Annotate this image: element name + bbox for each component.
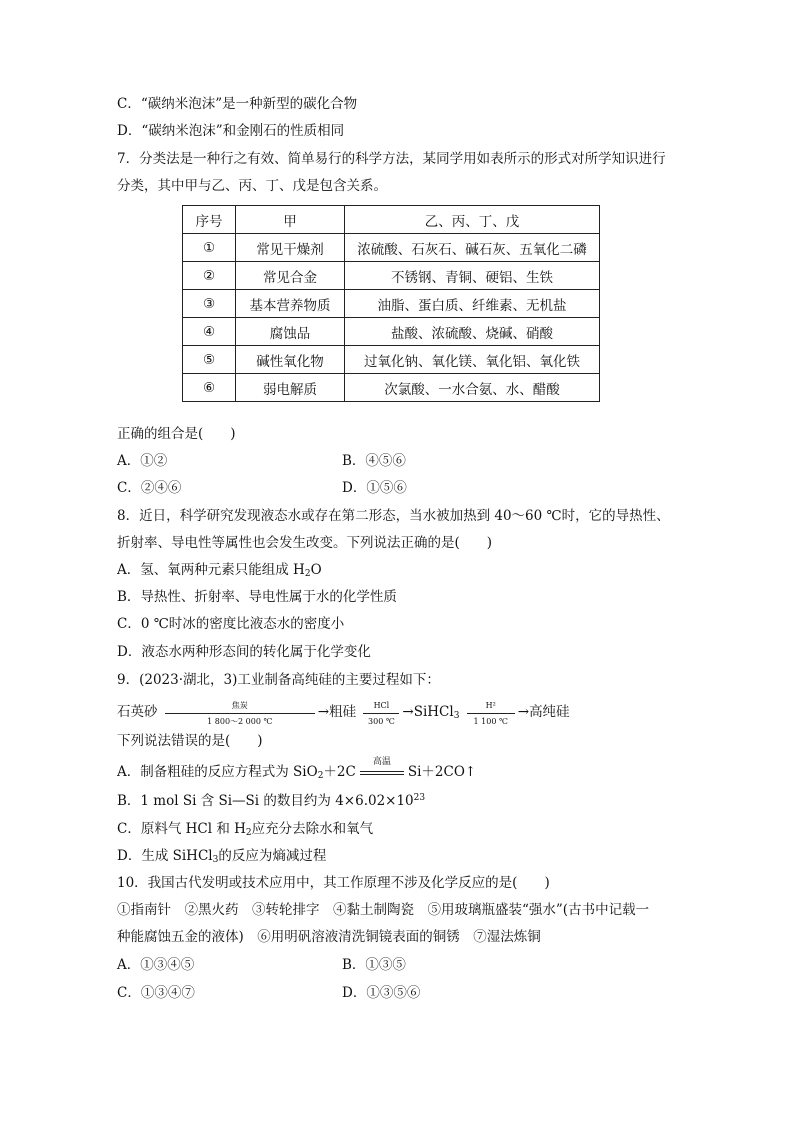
- table-cell: ④: [183, 318, 236, 346]
- q10-option-b: B．①③⑤: [342, 957, 406, 973]
- table-cell: ⑥: [183, 374, 236, 402]
- table-row: [183, 346, 600, 374]
- table-row: [183, 374, 600, 402]
- q7-stem-line1: 7．分类法是一种行之有效、简单易行的科学方法，某同学用如表所示的形式对所学知识进行: [117, 151, 666, 167]
- q10-items-line2: 种能腐蚀五金的液体) ⑥用明矾溶液清洗铜镜表面的铜锈 ⑦湿法炼铜: [117, 929, 541, 945]
- table-cell: 常见合金: [236, 262, 345, 290]
- table-cell: 次氯酸、一水合氨、水、醋酸: [345, 374, 600, 402]
- table-row: [183, 318, 600, 346]
- table-cell: 过氧化钠、氧化镁、氧化铝、氧化铁: [345, 346, 600, 374]
- q9-question: 下列说法错误的是( ): [117, 733, 263, 749]
- process-mid2: SiHCl: [413, 704, 454, 720]
- q8-option-c: C．0 ℃时冰的密度比液态水的密度小: [117, 616, 345, 632]
- process-arrow-3: [467, 700, 515, 726]
- q8-stem-line2: 折射率、导电性等属性也会发生改变。下列说法正确的是( ): [117, 535, 493, 551]
- prev-option-c: C．“碳纳米泡沫”是一种新型的碳化合物: [117, 96, 358, 112]
- table-cell: 腐蚀品: [236, 318, 345, 346]
- prev-option-d: D．“碳纳米泡沫”和金刚石的性质相同: [117, 123, 345, 139]
- table-cell: 浓硫酸、石灰石、碱石灰、五氧化二磷: [345, 234, 600, 262]
- q10-option-a: A．①③④⑤: [117, 957, 195, 973]
- q8-stem-line1: 8．近日，科学研究发现液态水或存在第二形态，当水被加热到 40～60 ℃时，它的导热性、: [117, 508, 670, 524]
- q7-option-b: B．④⑤⑥: [342, 453, 406, 469]
- subscript: 2: [245, 828, 252, 838]
- table-header-cell: 序号: [183, 206, 236, 234]
- arrow2-condition-bottom: 300 ℃: [368, 716, 395, 726]
- q8-option-a: [117, 560, 322, 580]
- subscript: 2: [304, 569, 311, 579]
- q7-stem-line2: 分类，其中甲与乙、丙、丁、戊是包含关系。: [117, 178, 387, 194]
- superscript: 23: [413, 793, 426, 803]
- reaction-condition: 高温: [372, 756, 391, 767]
- q9-option-b: [117, 791, 425, 811]
- arrow1-condition-bottom: 1 800～2 000 ℃: [207, 716, 273, 726]
- q9-option-a-text: A．制备粗硅的反应方程式为 SiO: [117, 764, 318, 780]
- arrow2-condition-top: HCl: [373, 700, 390, 710]
- q9-option-c-suffix: 应充分去除水和氧气: [251, 821, 374, 837]
- table-cell: 盐酸、浓硫酸、烧碱、硝酸: [345, 318, 600, 346]
- table-cell: ②: [183, 262, 236, 290]
- arrow1-condition-top: 焦炭: [231, 700, 248, 710]
- q7-option-c: C．②④⑥: [117, 480, 182, 496]
- process-end: 高纯硅: [529, 704, 570, 720]
- arrow3-condition-bottom: 1 100 ℃: [473, 716, 508, 726]
- q9-option-d: [117, 846, 326, 866]
- process-mid1: 粗硅: [329, 704, 357, 720]
- table-cell: ①: [183, 234, 236, 262]
- q9-option-a-products: Si＋2CO↑: [407, 764, 477, 780]
- q9-option-b-text: B．1 mol Si 含 Si—Si 的数目约为 4×6.02×10: [117, 793, 414, 809]
- table-cell: 油脂、蛋白质、纤维素、无机盐: [345, 290, 600, 318]
- table-cell: 基本营养物质: [236, 290, 345, 318]
- q10-option-c: C．①③④⑦: [117, 985, 195, 1001]
- table-cell: ⑤: [183, 346, 236, 374]
- q9-option-c-text: C．原料气 HCl 和 H: [117, 821, 246, 837]
- table-header-cell: 乙、丙、丁、戊: [345, 206, 600, 234]
- q9-option-d-text: D．生成 SiHCl: [117, 848, 213, 864]
- table-cell: 弱电解质: [236, 374, 345, 402]
- process-arrow-2: [363, 700, 399, 726]
- classification-table: [182, 205, 600, 402]
- table-cell: 常见干燥剂: [236, 234, 345, 262]
- process-start: 石英砂: [117, 704, 158, 720]
- q7-question: 正确的组合是( ): [117, 426, 236, 442]
- q7-option-a: A．①②: [117, 453, 168, 469]
- process-arrow-1: [165, 700, 315, 726]
- reaction-equals-sign: [360, 756, 404, 775]
- table-header-cell: 甲: [236, 206, 345, 234]
- q8-option-d: D．液态水两种形态间的转化属于化学变化: [117, 644, 371, 660]
- arrow3-condition-top: H²: [485, 700, 496, 710]
- q9-option-c: [117, 819, 373, 839]
- table-row: [183, 290, 600, 318]
- subscript: 3: [453, 711, 460, 721]
- q9-process-flow: 石英砂 焦炭 1 800～2 000 ℃ →粗硅 HCl 300 ℃ →SiHCl$_3$ $\frac{\text{H²}}{1 100 ℃}$ →高纯硅: [117, 700, 570, 726]
- q8-option-a-suffix: O: [310, 562, 322, 578]
- q8-option-b: B．导热性、折射率、导电性属于水的化学性质: [117, 589, 397, 605]
- table-cell: 碱性氧化物: [236, 346, 345, 374]
- q9-stem: 9．(2023·湖北，3)工业制备高纯硅的主要过程如下：: [117, 672, 440, 688]
- q9-option-d-suffix: 的反应为熵减过程: [218, 848, 327, 864]
- q9-option-a: [117, 756, 477, 782]
- subscript: 3: [212, 855, 219, 865]
- table-header-row: [183, 206, 600, 234]
- q7-option-d: D．①⑤⑥: [342, 480, 407, 496]
- q10-option-d: D．①③⑤⑥: [342, 985, 421, 1001]
- q9-option-a-mid: ＋2C: [323, 764, 356, 780]
- q10-stem: 10．我国古代发明或技术应用中，其工作原理不涉及化学反应的是( ): [117, 875, 550, 891]
- table-cell: ③: [183, 290, 236, 318]
- table-cell: 不锈钢、青铜、硬铝、生铁: [345, 262, 600, 290]
- table-row: [183, 262, 600, 290]
- q10-items-line1: ①指南针 ②黑火药 ③转轮排字 ④黏土制陶瓷 ⑤用玻璃瓶盛装“强水”(古书中记载一: [117, 902, 650, 918]
- q8-option-a-text: A．氢、氧两种元素只能组成 H: [117, 562, 305, 578]
- subscript: 2: [317, 771, 324, 781]
- table-row: [183, 234, 600, 262]
